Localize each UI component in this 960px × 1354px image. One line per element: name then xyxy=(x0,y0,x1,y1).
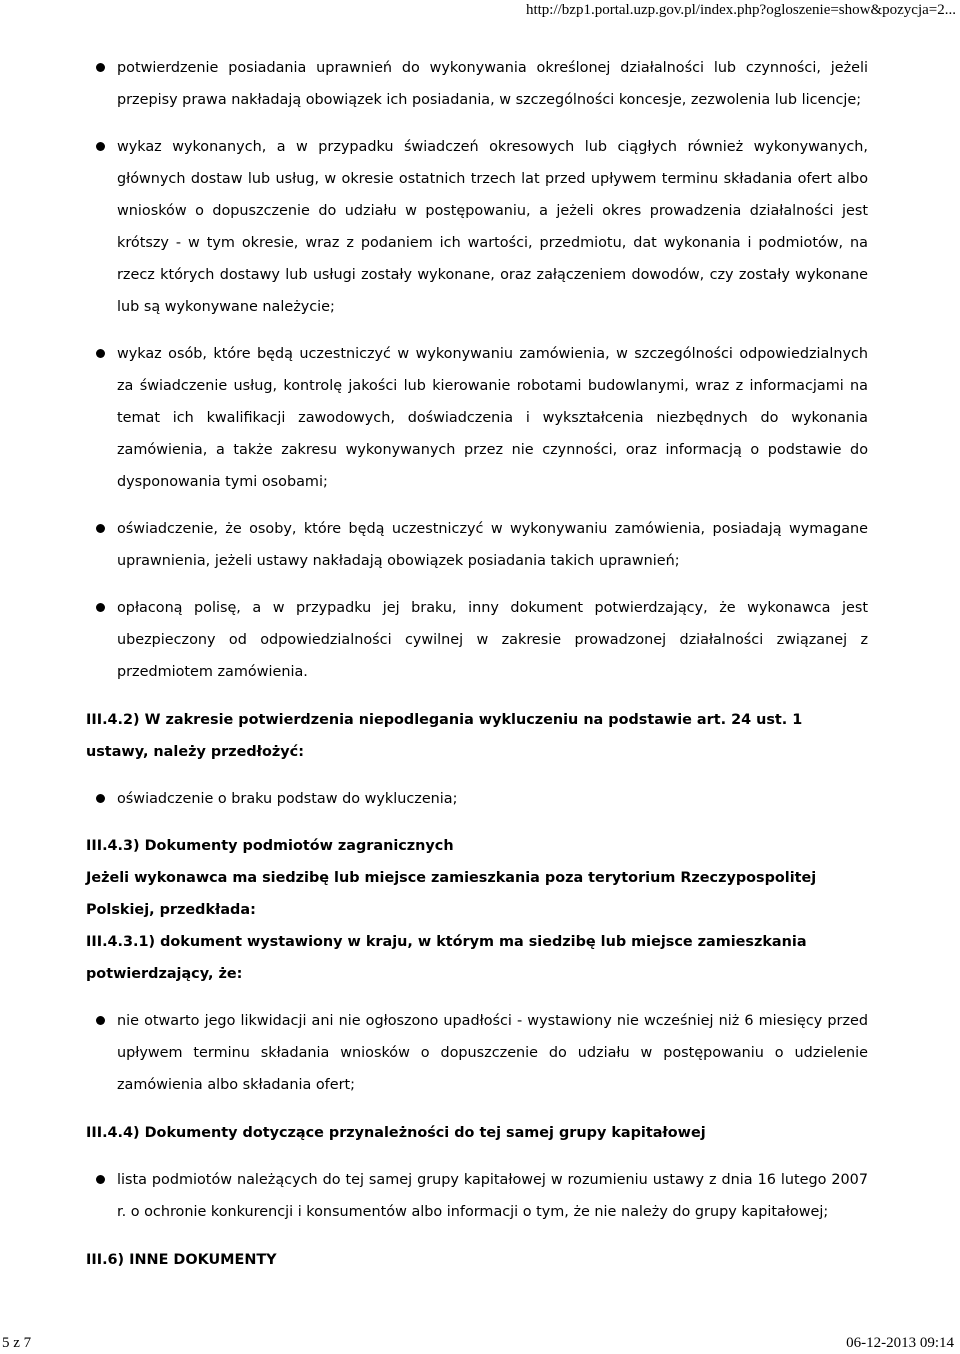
list-item xyxy=(86,592,868,688)
list-item xyxy=(86,52,868,116)
bullet-icon xyxy=(96,524,105,533)
bullet-icon xyxy=(96,63,105,72)
page-url-header: http://bzp1.portal.uzp.gov.pl/index.php?ogloszenie=show&pozycja=2... xyxy=(525,2,956,18)
list-item-text: wykaz wykonanych, a w przypadku świadczeń okresowych lub ciągłych również wykonywanych, głównych dostaw lub usług, w okresie ostatnich trzech lat przed upływem terminu składania ofert albo wniosków o dopuszczenie do udziału w postępowaniu, a jeżeli okres prowadzenia działalności jest krótszy - w tym okresie, wraz z podaniem ich wartości, przedmiotu, dat wykonania i podmiotów, na rzecz których dostawy lub usługi zostały wykonane, oraz załączeniem dowodów, czy zostały wykonane lub są wykonywane należycie; xyxy=(117,139,868,315)
list-item xyxy=(86,513,868,577)
list-item xyxy=(86,783,868,815)
bullet-icon xyxy=(96,1175,105,1184)
section-heading-iii-4-4: III.4.4) Dokumenty dotyczące przynależności do tej samej grupy kapitałowej xyxy=(86,1125,706,1141)
list-item-text: wykaz osób, które będą uczestniczyć w wykonywaniu zamówienia, w szczególności odpowiedzialnych za świadczenie usług, kontrolę jakości lub kierowanie robotami budowlanymi, wraz z informacjami na temat ich kwalifikacji zawodowych, doświadczenia i wykształcenia niezbędnych do wykonania zamówienia, a także zakresu wykonywanych przez nie czynności, oraz informacją o podstawie do dysponowania tymi osobami; xyxy=(117,346,868,490)
list-item-text: oświadczenie, że osoby, które będą uczestniczyć w wykonywaniu zamówienia, posiadają wymagane uprawnienia, jeżeli ustawy nakładają obowiązek posiadania takich uprawnień; xyxy=(117,521,868,569)
list-item-text: nie otwarto jego likwidacji ani nie ogłoszono upadłości - wystawiony nie wcześniej niż 6 miesięcy przed upływem terminu składania wniosków o dopuszczenie do udziału w postępowaniu o udzielenie zamówienia albo składania ofert; xyxy=(117,1013,868,1093)
list-item xyxy=(86,131,868,323)
section-subheading-foreign: Jeżeli wykonawca ma siedzibę lub miejsce zamieszkania poza terytorium Rzeczypospolitej Polskiej, przedkłada: xyxy=(86,870,817,918)
bullet-icon xyxy=(96,349,105,358)
bullet-icon xyxy=(96,1016,105,1025)
section-heading-iii-4-2: III.4.2) W zakresie potwierdzenia niepodlegania wykluczeniu na podstawie art. 24 ust. 1 ustawy, należy przedłożyć: xyxy=(86,712,803,760)
list-item xyxy=(86,1005,868,1101)
list-item-text: potwierdzenie posiadania uprawnień do wykonywania określonej działalności lub czynności, jeżeli przepisy prawa nakładają obowiązek ich posiadania, w szczególności koncesje, zezwolenia lub licencje; xyxy=(117,60,868,108)
section-heading-iii-4-3: III.4.3) Dokumenty podmiotów zagranicznych xyxy=(86,838,454,854)
section-heading-iii-4-3-1: III.4.3.1) dokument wystawiony w kraju, w którym ma siedzibę lub miejsce zamieszkania potwierdzający, że: xyxy=(86,934,807,982)
page-number: 5 z 7 xyxy=(2,1335,32,1351)
print-datetime: 06-12-2013 09:14 xyxy=(846,1335,954,1351)
list-item xyxy=(86,1164,868,1228)
section-heading-iii-6: III.6) INNE DOKUMENTY xyxy=(86,1252,277,1268)
list-item xyxy=(86,338,868,498)
list-item-text: oświadczenie o braku podstaw do wykluczenia; xyxy=(117,791,458,807)
bullet-icon xyxy=(96,603,105,612)
bullet-icon xyxy=(96,794,105,803)
list-item-text: opłaconą polisę, a w przypadku jej braku, inny dokument potwierdzający, że wykonawca jest ubezpieczony od odpowiedzialności cywilnej w zakresie prowadzonej działalności związanej z przedmiotem zamówienia. xyxy=(117,600,868,680)
document-content xyxy=(86,52,868,1276)
list-item-text: lista podmiotów należących do tej samej grupy kapitałowej w rozumieniu ustawy z dnia 16 lutego 2007 r. o ochronie konkurencji i konsumentów albo informacji o tym, że nie należy do grupy kapitałowej; xyxy=(117,1172,868,1220)
bullet-icon xyxy=(96,142,105,151)
